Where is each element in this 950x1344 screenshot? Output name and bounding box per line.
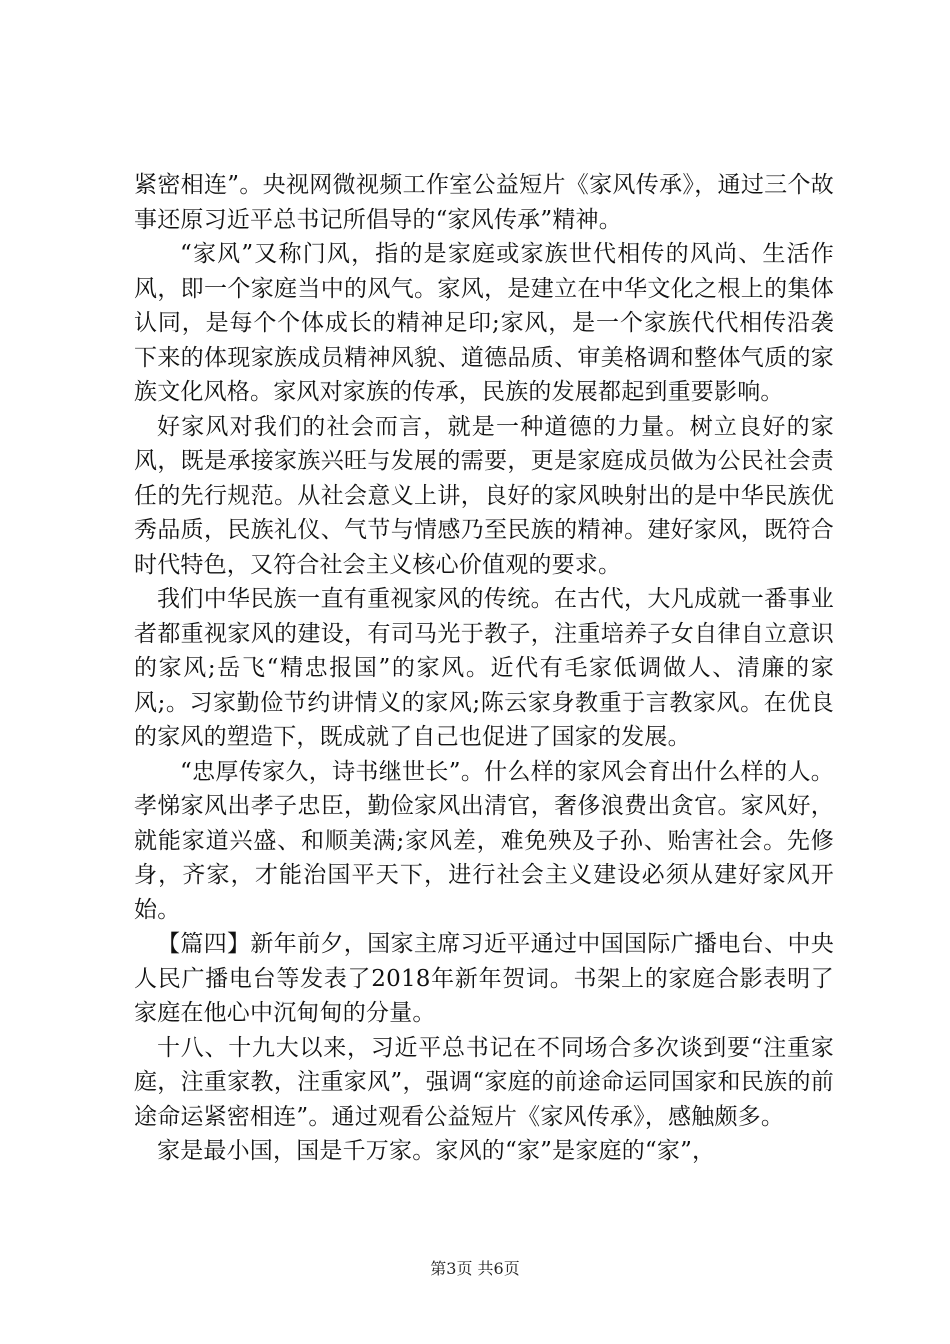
page-number: 第3页 共6页	[430, 1259, 520, 1278]
paragraph-home-country: 家是最小国，国是千万家。家风的“家”是家庭的“家”，	[157, 1138, 716, 1164]
paragraph-part-four: 【篇四】新年前夕，国家主席习近平通过中国国际广播电台、中央人民广播电台等发表了2018年新年贺词。书架上的家庭合影表明了家庭在他心中沉甸甸的分量。	[134, 931, 834, 1026]
paragraph-tradition: 我们中华民族一直有重视家风的传统。在古代，大凡成就一番事业者都重视家风的建设，有司马光于教子，注重培养子女自律自立意识的家风;岳飞“精忠报国”的家风。近代有毛家低调做人、清廉的家风;。习家勤俭节约讲情义的家风;陈云家身教重于言教家风。在优良的家风的塑造下，既成就了自己也促进了国家的发展。	[134, 586, 834, 750]
paragraph-jiafeng-definition: “家风”又称门风，指的是家庭或家族世代相传的风尚、生活作风，即一个家庭当中的风气。家风，是建立在中华文化之根上的集体认同，是每个个体成长的精神足印;家风，是一个家族代代相传沿袭下来的体现家族成员精神风貌、道德品质、审美格调和整体气质的家族文化风格。家风对家族的传承，民族的发展都起到重要影响。	[134, 241, 834, 405]
paragraph-continuation: 紧密相连”。央视网微视频工作室公益短片《家风传承》，通过三个故事还原习近平总书记所倡导的“家风传承”精神。	[134, 172, 834, 233]
document-body	[134, 168, 834, 1169]
paragraph-since-congress: 十八、十九大以来，习近平总书记在不同场合多次谈到要“注重家庭，注重家教，注重家风”，强调“家庭的前途命运同国家和民族的前途命运紧密相连”。通过观看公益短片《家风传承》，感触颇多。	[134, 1034, 834, 1130]
paragraph-quote: “忠厚传家久，诗书继世长”。什么样的家风会育出什么样的人。孝悌家风出孝子忠臣，勤俭家风出清官，奢侈浪费出贪官。家风好，就能家道兴盛、和顺美满;家风差，难免殃及子孙、贻害社会。先修身，齐家，才能治国平天下，进行社会主义建设必须从建好家风开始。	[134, 758, 834, 923]
paragraph-social-value: 好家风对我们的社会而言，就是一种道德的力量。树立良好的家风，既是承接家族兴旺与发展的需要，更是家庭成员做为公民社会责任的先行规范。从社会意义上讲，良好的家风映射出的是中华民族优秀品质，民族礼仪、气节与情感乃至民族的精神。建好家风，既符合时代特色，又符合社会主义核心价值观的要求。	[134, 413, 834, 578]
